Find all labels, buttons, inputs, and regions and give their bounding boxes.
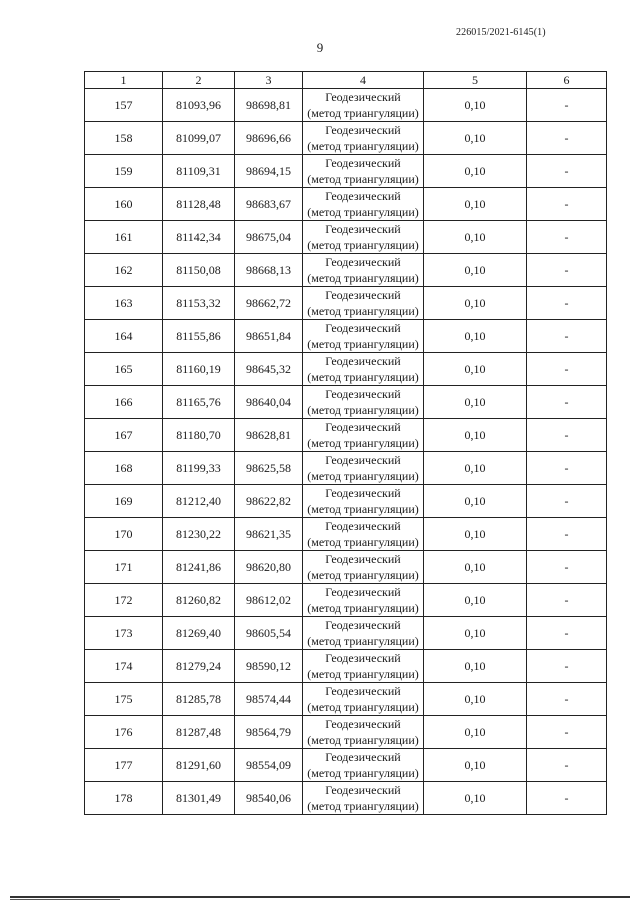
column-header-5: 5 [424, 72, 527, 89]
x-coordinate-cell: 81099,07 [163, 122, 235, 155]
method-line-1: Геодезический [325, 783, 401, 797]
x-coordinate-cell: 81199,33 [163, 452, 235, 485]
method-line-1: Геодезический [325, 156, 401, 170]
point-number-cell: 162 [85, 254, 163, 287]
table-row [85, 254, 607, 287]
x-coordinate-cell: 81241,86 [163, 551, 235, 584]
method-line-2: (метод триангуляции) [307, 799, 419, 813]
method-cell [303, 287, 424, 320]
x-coordinate-cell: 81109,31 [163, 155, 235, 188]
accuracy-cell: 0,10 [424, 419, 527, 452]
y-coordinate-cell: 98645,32 [235, 353, 303, 386]
method-line-1: Геодезический [325, 651, 401, 665]
method-cell [303, 320, 424, 353]
point-number-cell: 174 [85, 650, 163, 683]
note-cell: - [527, 221, 607, 254]
method-line-2: (метод триангуляции) [307, 271, 419, 285]
x-coordinate-cell: 81142,34 [163, 221, 235, 254]
point-number-cell: 160 [85, 188, 163, 221]
method-line-1: Геодезический [325, 519, 401, 533]
accuracy-cell: 0,10 [424, 254, 527, 287]
note-cell: - [527, 683, 607, 716]
method-cell [303, 419, 424, 452]
method-line-2: (метод триангуляции) [307, 700, 419, 714]
accuracy-cell: 0,10 [424, 716, 527, 749]
accuracy-cell: 0,10 [424, 221, 527, 254]
table-header-row [85, 72, 607, 89]
note-cell: - [527, 617, 607, 650]
method-line-2: (метод триангуляции) [307, 205, 419, 219]
table-row [85, 716, 607, 749]
accuracy-cell: 0,10 [424, 353, 527, 386]
note-cell: - [527, 254, 607, 287]
method-line-1: Геодезический [325, 585, 401, 599]
accuracy-cell: 0,10 [424, 782, 527, 815]
point-number-cell: 164 [85, 320, 163, 353]
note-cell: - [527, 485, 607, 518]
point-number-cell: 159 [85, 155, 163, 188]
document-id: 226015/2021-6145(1) [456, 27, 546, 38]
method-line-2: (метод триангуляции) [307, 139, 419, 153]
method-line-1: Геодезический [325, 486, 401, 500]
method-cell [303, 584, 424, 617]
accuracy-cell: 0,10 [424, 551, 527, 584]
table-row [85, 188, 607, 221]
point-number-cell: 168 [85, 452, 163, 485]
y-coordinate-cell: 98621,35 [235, 518, 303, 551]
accuracy-cell: 0,10 [424, 89, 527, 122]
bottom-scan-line-secondary [10, 899, 120, 900]
method-line-1: Геодезический [325, 717, 401, 731]
method-line-2: (метод триангуляции) [307, 238, 419, 252]
point-number-cell: 176 [85, 716, 163, 749]
method-cell [303, 221, 424, 254]
accuracy-cell: 0,10 [424, 452, 527, 485]
method-line-2: (метод триангуляции) [307, 172, 419, 186]
note-cell: - [527, 782, 607, 815]
note-cell: - [527, 584, 607, 617]
method-line-1: Геодезический [325, 354, 401, 368]
y-coordinate-cell: 98620,80 [235, 551, 303, 584]
x-coordinate-cell: 81093,96 [163, 89, 235, 122]
method-cell [303, 386, 424, 419]
x-coordinate-cell: 81212,40 [163, 485, 235, 518]
y-coordinate-cell: 98662,72 [235, 287, 303, 320]
method-line-2: (метод триангуляции) [307, 370, 419, 384]
table-row [85, 551, 607, 584]
x-coordinate-cell: 81165,76 [163, 386, 235, 419]
point-number-cell: 178 [85, 782, 163, 815]
table-row [85, 287, 607, 320]
method-line-1: Геодезический [325, 750, 401, 764]
method-cell [303, 254, 424, 287]
method-cell [303, 518, 424, 551]
point-number-cell: 173 [85, 617, 163, 650]
method-cell [303, 782, 424, 815]
method-line-1: Геодезический [325, 552, 401, 566]
y-coordinate-cell: 98605,54 [235, 617, 303, 650]
method-cell [303, 716, 424, 749]
table-row [85, 485, 607, 518]
method-line-2: (метод триангуляции) [307, 337, 419, 351]
table-row [85, 221, 607, 254]
method-line-1: Геодезический [325, 189, 401, 203]
note-cell: - [527, 287, 607, 320]
note-cell: - [527, 155, 607, 188]
x-coordinate-cell: 81269,40 [163, 617, 235, 650]
method-line-1: Геодезический [325, 222, 401, 236]
accuracy-cell: 0,10 [424, 749, 527, 782]
column-header-1: 1 [85, 72, 163, 89]
point-number-cell: 166 [85, 386, 163, 419]
accuracy-cell: 0,10 [424, 188, 527, 221]
coordinates-table [84, 71, 607, 815]
table-body [85, 89, 607, 815]
method-line-1: Геодезический [325, 618, 401, 632]
y-coordinate-cell: 98694,15 [235, 155, 303, 188]
table-row [85, 782, 607, 815]
y-coordinate-cell: 98640,04 [235, 386, 303, 419]
table-row [85, 89, 607, 122]
method-line-1: Геодезический [325, 90, 401, 104]
accuracy-cell: 0,10 [424, 650, 527, 683]
method-cell [303, 452, 424, 485]
method-cell [303, 551, 424, 584]
method-cell [303, 122, 424, 155]
method-cell [303, 353, 424, 386]
table-row [85, 320, 607, 353]
y-coordinate-cell: 98554,09 [235, 749, 303, 782]
column-header-2: 2 [163, 72, 235, 89]
method-line-2: (метод триангуляции) [307, 667, 419, 681]
note-cell: - [527, 716, 607, 749]
note-cell: - [527, 650, 607, 683]
method-line-2: (метод триангуляции) [307, 733, 419, 747]
x-coordinate-cell: 81160,19 [163, 353, 235, 386]
method-line-2: (метод триангуляции) [307, 403, 419, 417]
y-coordinate-cell: 98625,58 [235, 452, 303, 485]
note-cell: - [527, 122, 607, 155]
method-cell [303, 683, 424, 716]
method-line-2: (метод триангуляции) [307, 535, 419, 549]
x-coordinate-cell: 81287,48 [163, 716, 235, 749]
x-coordinate-cell: 81153,32 [163, 287, 235, 320]
method-cell [303, 749, 424, 782]
accuracy-cell: 0,10 [424, 320, 527, 353]
note-cell: - [527, 749, 607, 782]
x-coordinate-cell: 81291,60 [163, 749, 235, 782]
method-cell [303, 650, 424, 683]
table-row [85, 683, 607, 716]
method-line-1: Геодезический [325, 387, 401, 401]
method-line-2: (метод триангуляции) [307, 502, 419, 516]
method-line-2: (метод триангуляции) [307, 469, 419, 483]
point-number-cell: 165 [85, 353, 163, 386]
y-coordinate-cell: 98612,02 [235, 584, 303, 617]
y-coordinate-cell: 98651,84 [235, 320, 303, 353]
column-header-3: 3 [235, 72, 303, 89]
table-row [85, 452, 607, 485]
method-line-1: Геодезический [325, 453, 401, 467]
point-number-cell: 170 [85, 518, 163, 551]
y-coordinate-cell: 98668,13 [235, 254, 303, 287]
column-header-6: 6 [527, 72, 607, 89]
accuracy-cell: 0,10 [424, 155, 527, 188]
column-header-4: 4 [303, 72, 424, 89]
method-cell [303, 188, 424, 221]
method-line-2: (метод триангуляции) [307, 601, 419, 615]
y-coordinate-cell: 98574,44 [235, 683, 303, 716]
x-coordinate-cell: 81285,78 [163, 683, 235, 716]
y-coordinate-cell: 98540,06 [235, 782, 303, 815]
y-coordinate-cell: 98675,04 [235, 221, 303, 254]
note-cell: - [527, 551, 607, 584]
x-coordinate-cell: 81150,08 [163, 254, 235, 287]
x-coordinate-cell: 81230,22 [163, 518, 235, 551]
point-number-cell: 177 [85, 749, 163, 782]
bottom-scan-line [10, 896, 630, 898]
y-coordinate-cell: 98698,81 [235, 89, 303, 122]
point-number-cell: 163 [85, 287, 163, 320]
note-cell: - [527, 320, 607, 353]
accuracy-cell: 0,10 [424, 287, 527, 320]
method-cell [303, 617, 424, 650]
y-coordinate-cell: 98683,67 [235, 188, 303, 221]
table-row [85, 353, 607, 386]
x-coordinate-cell: 81260,82 [163, 584, 235, 617]
note-cell: - [527, 419, 607, 452]
accuracy-cell: 0,10 [424, 683, 527, 716]
method-line-2: (метод триангуляции) [307, 436, 419, 450]
point-number-cell: 161 [85, 221, 163, 254]
accuracy-cell: 0,10 [424, 386, 527, 419]
point-number-cell: 158 [85, 122, 163, 155]
method-line-2: (метод триангуляции) [307, 304, 419, 318]
point-number-cell: 175 [85, 683, 163, 716]
method-line-2: (метод триангуляции) [307, 106, 419, 120]
table-row [85, 749, 607, 782]
table-row [85, 617, 607, 650]
accuracy-cell: 0,10 [424, 122, 527, 155]
method-line-1: Геодезический [325, 288, 401, 302]
accuracy-cell: 0,10 [424, 584, 527, 617]
note-cell: - [527, 188, 607, 221]
table-row [85, 650, 607, 683]
table-row [85, 419, 607, 452]
point-number-cell: 169 [85, 485, 163, 518]
accuracy-cell: 0,10 [424, 617, 527, 650]
accuracy-cell: 0,10 [424, 485, 527, 518]
table-row [85, 386, 607, 419]
x-coordinate-cell: 81180,70 [163, 419, 235, 452]
y-coordinate-cell: 98622,82 [235, 485, 303, 518]
note-cell: - [527, 518, 607, 551]
method-line-2: (метод триангуляции) [307, 766, 419, 780]
method-line-2: (метод триангуляции) [307, 634, 419, 648]
point-number-cell: 157 [85, 89, 163, 122]
note-cell: - [527, 386, 607, 419]
method-cell [303, 155, 424, 188]
y-coordinate-cell: 98628,81 [235, 419, 303, 452]
point-number-cell: 171 [85, 551, 163, 584]
note-cell: - [527, 452, 607, 485]
table-row [85, 155, 607, 188]
point-number-cell: 167 [85, 419, 163, 452]
method-cell [303, 485, 424, 518]
method-line-1: Геодезический [325, 684, 401, 698]
method-cell [303, 89, 424, 122]
method-line-1: Геодезический [325, 420, 401, 434]
y-coordinate-cell: 98590,12 [235, 650, 303, 683]
method-line-2: (метод триангуляции) [307, 568, 419, 582]
note-cell: - [527, 353, 607, 386]
page-number: 9 [316, 40, 324, 55]
table-row [85, 584, 607, 617]
method-line-1: Геодезический [325, 321, 401, 335]
x-coordinate-cell: 81279,24 [163, 650, 235, 683]
y-coordinate-cell: 98564,79 [235, 716, 303, 749]
table-row [85, 518, 607, 551]
x-coordinate-cell: 81301,49 [163, 782, 235, 815]
note-cell: - [527, 89, 607, 122]
point-number-cell: 172 [85, 584, 163, 617]
y-coordinate-cell: 98696,66 [235, 122, 303, 155]
method-line-1: Геодезический [325, 123, 401, 137]
x-coordinate-cell: 81128,48 [163, 188, 235, 221]
method-line-1: Геодезический [325, 255, 401, 269]
table-row [85, 122, 607, 155]
accuracy-cell: 0,10 [424, 518, 527, 551]
x-coordinate-cell: 81155,86 [163, 320, 235, 353]
